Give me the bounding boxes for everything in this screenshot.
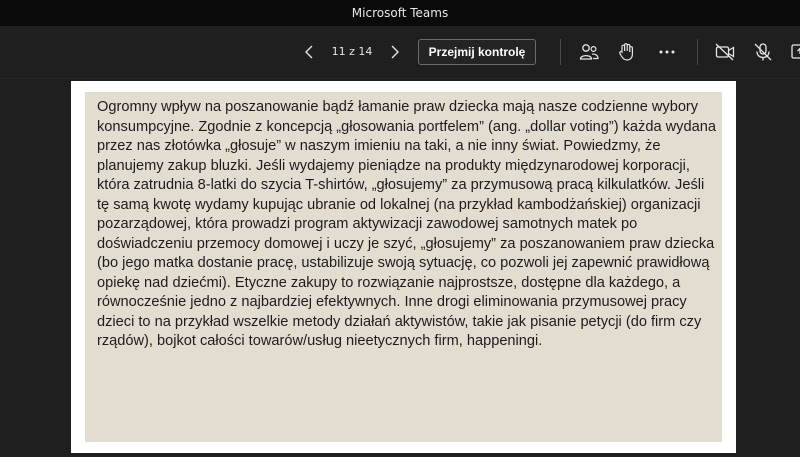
presentation-slide — [71, 81, 736, 453]
more-actions-button[interactable] — [654, 39, 680, 65]
slide-text-box — [85, 92, 722, 442]
toolbar-divider — [697, 39, 698, 65]
share-icon — [790, 41, 800, 63]
people-icon — [578, 41, 600, 63]
raise-hand-button[interactable] — [614, 39, 640, 65]
chevron-right-icon — [388, 45, 400, 59]
take-control-button[interactable]: Przejmij kontrolę — [418, 39, 536, 65]
previous-page-button[interactable] — [300, 42, 320, 62]
raise-hand-icon — [616, 41, 638, 63]
window-title: Microsoft Teams — [351, 6, 449, 20]
share-button[interactable] — [788, 39, 800, 65]
page-counter: 11 z 14 — [331, 45, 373, 58]
shared-content-stage — [0, 79, 800, 457]
title-bar — [0, 0, 800, 26]
camera-toggle-button[interactable] — [712, 39, 738, 65]
camera-off-icon — [714, 41, 736, 63]
show-participants-button[interactable] — [576, 39, 602, 65]
next-page-button[interactable] — [384, 42, 404, 62]
chevron-left-icon — [304, 45, 316, 59]
mic-toggle-button[interactable] — [750, 39, 776, 65]
mic-off-icon — [752, 41, 774, 63]
slide-body-text: Ogromny wpływ na poszanowanie bądź łamanie praw dziecka mają nasze codzienne wybory konsumpcyjne. Zgodnie z koncepcją „głosowania portfelem” (ang. „dollar voting”) każda wydana przez nas złotówka „głosuje” w naszym imieniu na taki, a nie inny świat. Powiedzmy, że planujemy zakup bluzki. Jeśli wydajemy pieniądze na produkty międzynarodowej korporacji, która zatrudnia 8-latki do szycia T-shirtów, „głosujemy” za przymusową pracą kilkulatków. Jeśli tę samą kwotę wydamy kupując ubranie od lokalnej (na przykład kambodżańskiej) organizacji pozarządowej, która prowadzi program aktywizacji zawodowej samotnych matek po doświadczeniu przemocy domowej i uczy je szyć, „głosujemy” za poszanowaniem praw dziecka (bo jego matka dostanie pracę, ustabilizuje swoją sytuację, co pozwoli jej zapewnić prawidłową opiekę nad dziećmi). Etyczne zakupy to rozwiązanie najprostsze, dostępne dla każdego, a równocześnie jedno z najbardziej efektywnych. Inne drogi eliminowania przymusowej pracy dzieci to na przykład wszelkie metody działań aktywistów, takie jak pisanie petycji (do firm czy rządów), bojkot całości towarów/usług nieetycznych firm, happeningi. — [97, 99, 716, 349]
toolbar-divider — [560, 39, 561, 65]
meeting-toolbar — [0, 26, 800, 79]
more-icon — [656, 41, 678, 63]
